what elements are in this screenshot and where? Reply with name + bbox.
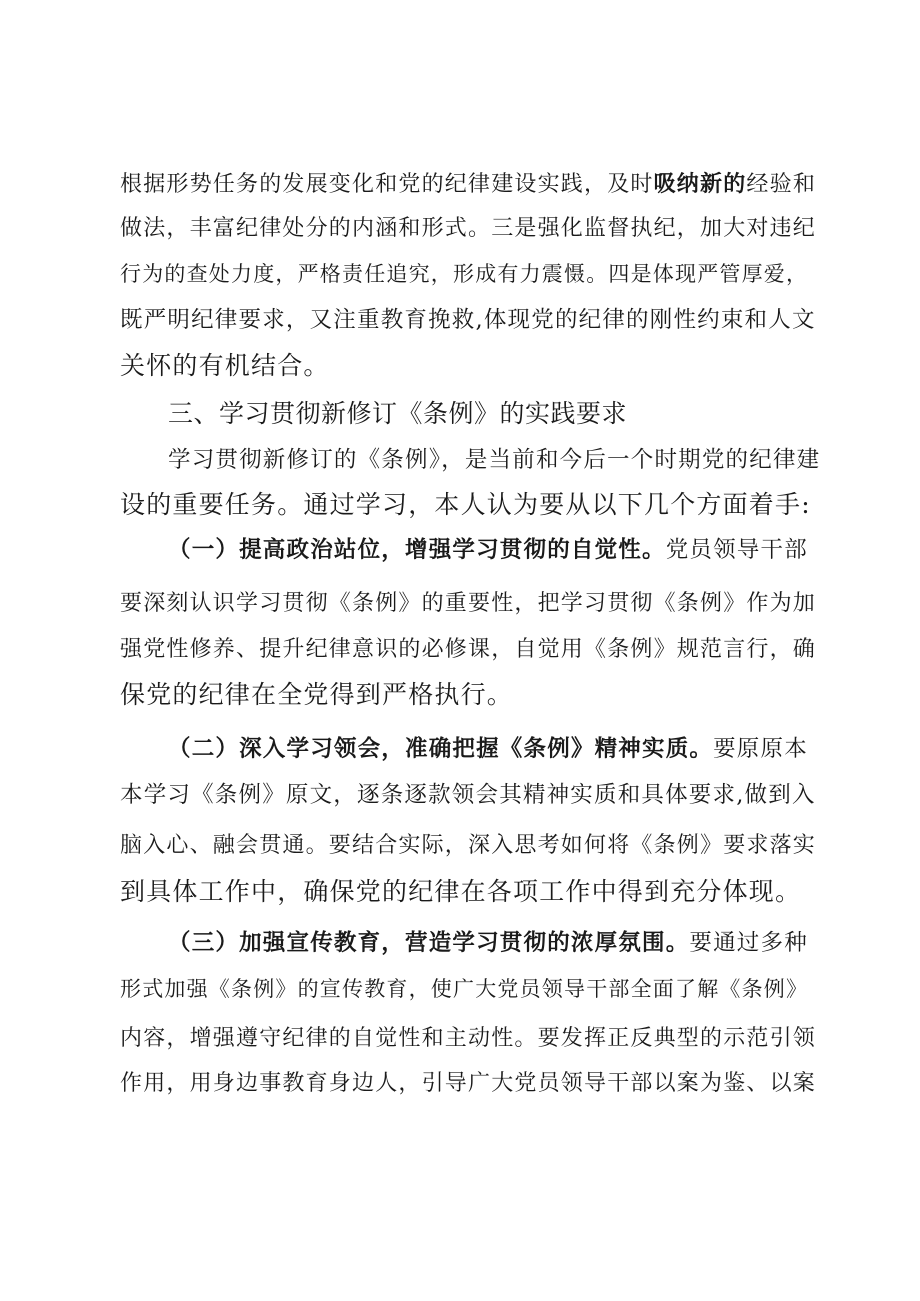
text-run: 党员领导干部	[665, 537, 808, 563]
paragraph-4-line-3: 脑入心、融会贯通。要结合实际，深入思考如何将《条例》要求落实	[120, 833, 817, 858]
paragraph-2-line-2: 设的重要任务。通过学习，本人认为要从以下几个方面着手:	[120, 490, 811, 519]
paragraph-5-line-2: 形式加强《条例》的宣传教育，使广大党员领导干部全面了解《条例》	[120, 977, 809, 1001]
paragraph-1-line-1	[120, 166, 820, 203]
subheading-3: （三）加强宣传教育，营造学习贯彻的浓厚氛围。	[168, 930, 690, 956]
paragraph-5-line-3: 内容，增强遵守纪律的自觉性和主动性。要发挥正反典型的示范引领	[120, 1026, 817, 1051]
paragraph-3-line-3: 强党性修养、提升纪律意识的必修课，自觉用《条例》规范言行，确	[120, 637, 817, 662]
subheading-1: （一）提高政治站位，增强学习贯彻的自觉性。	[168, 537, 666, 563]
paragraph-5-line-4: 作用，用身边事教育身边人，引导广大党员领导干部以案为鉴、以案	[120, 1071, 817, 1096]
text-run-bold: 吸纳新的	[653, 171, 747, 197]
paragraph-1-line-4: 既严明纪律要求，又注重教育挽救,体现党的纪律的刚性约束和人文	[120, 307, 816, 333]
paragraph-2-line-1: 学习贯彻新修订的《条例》，是当前和今后一个时期党的纪律建	[168, 447, 821, 473]
text-run: 根据形势任务的发展变化和党的纪律建设实践，及时	[120, 172, 654, 197]
paragraph-1-line-3: 行为的查处力度，严格责任追究，形成有力震慑。四是体现严管厚爱，	[120, 262, 809, 286]
paragraph-3-line-2: 要深刻认识学习贯彻《条例》的重要性，把学习贯彻《条例》作为加	[120, 591, 817, 616]
text-run: 要通过多种	[689, 930, 808, 956]
text-run: 要原原本	[713, 736, 808, 762]
paragraph-3-line-4: 保党的纪律在全党得到严格执行。	[120, 680, 514, 709]
paragraph-3-line-1	[168, 532, 820, 568]
paragraph-4-line-2: 本学习《条例》原文，逐条逐款领会其精神实质和具体要求,做到入	[120, 782, 816, 808]
paragraph-4-line-4: 到具体工作中，确保党的纪律在各项工作中得到充分体现。	[120, 877, 802, 906]
paragraph-1-line-5: 关怀的有机结合。	[120, 351, 330, 380]
subheading-2: （二）深入学习领会，准确把握《条例》精神实质。	[168, 736, 714, 762]
paragraph-4-line-1	[168, 731, 820, 767]
section-heading: 三、学习贯彻新修订《条例》的实践要求	[168, 399, 628, 428]
paragraph-1-line-2: 做法，丰富纪律处分的内涵和形式。三是强化监督执纪，加大对违纪	[120, 216, 817, 241]
paragraph-5-line-1	[168, 925, 820, 961]
text-run: 经验和	[746, 172, 817, 197]
